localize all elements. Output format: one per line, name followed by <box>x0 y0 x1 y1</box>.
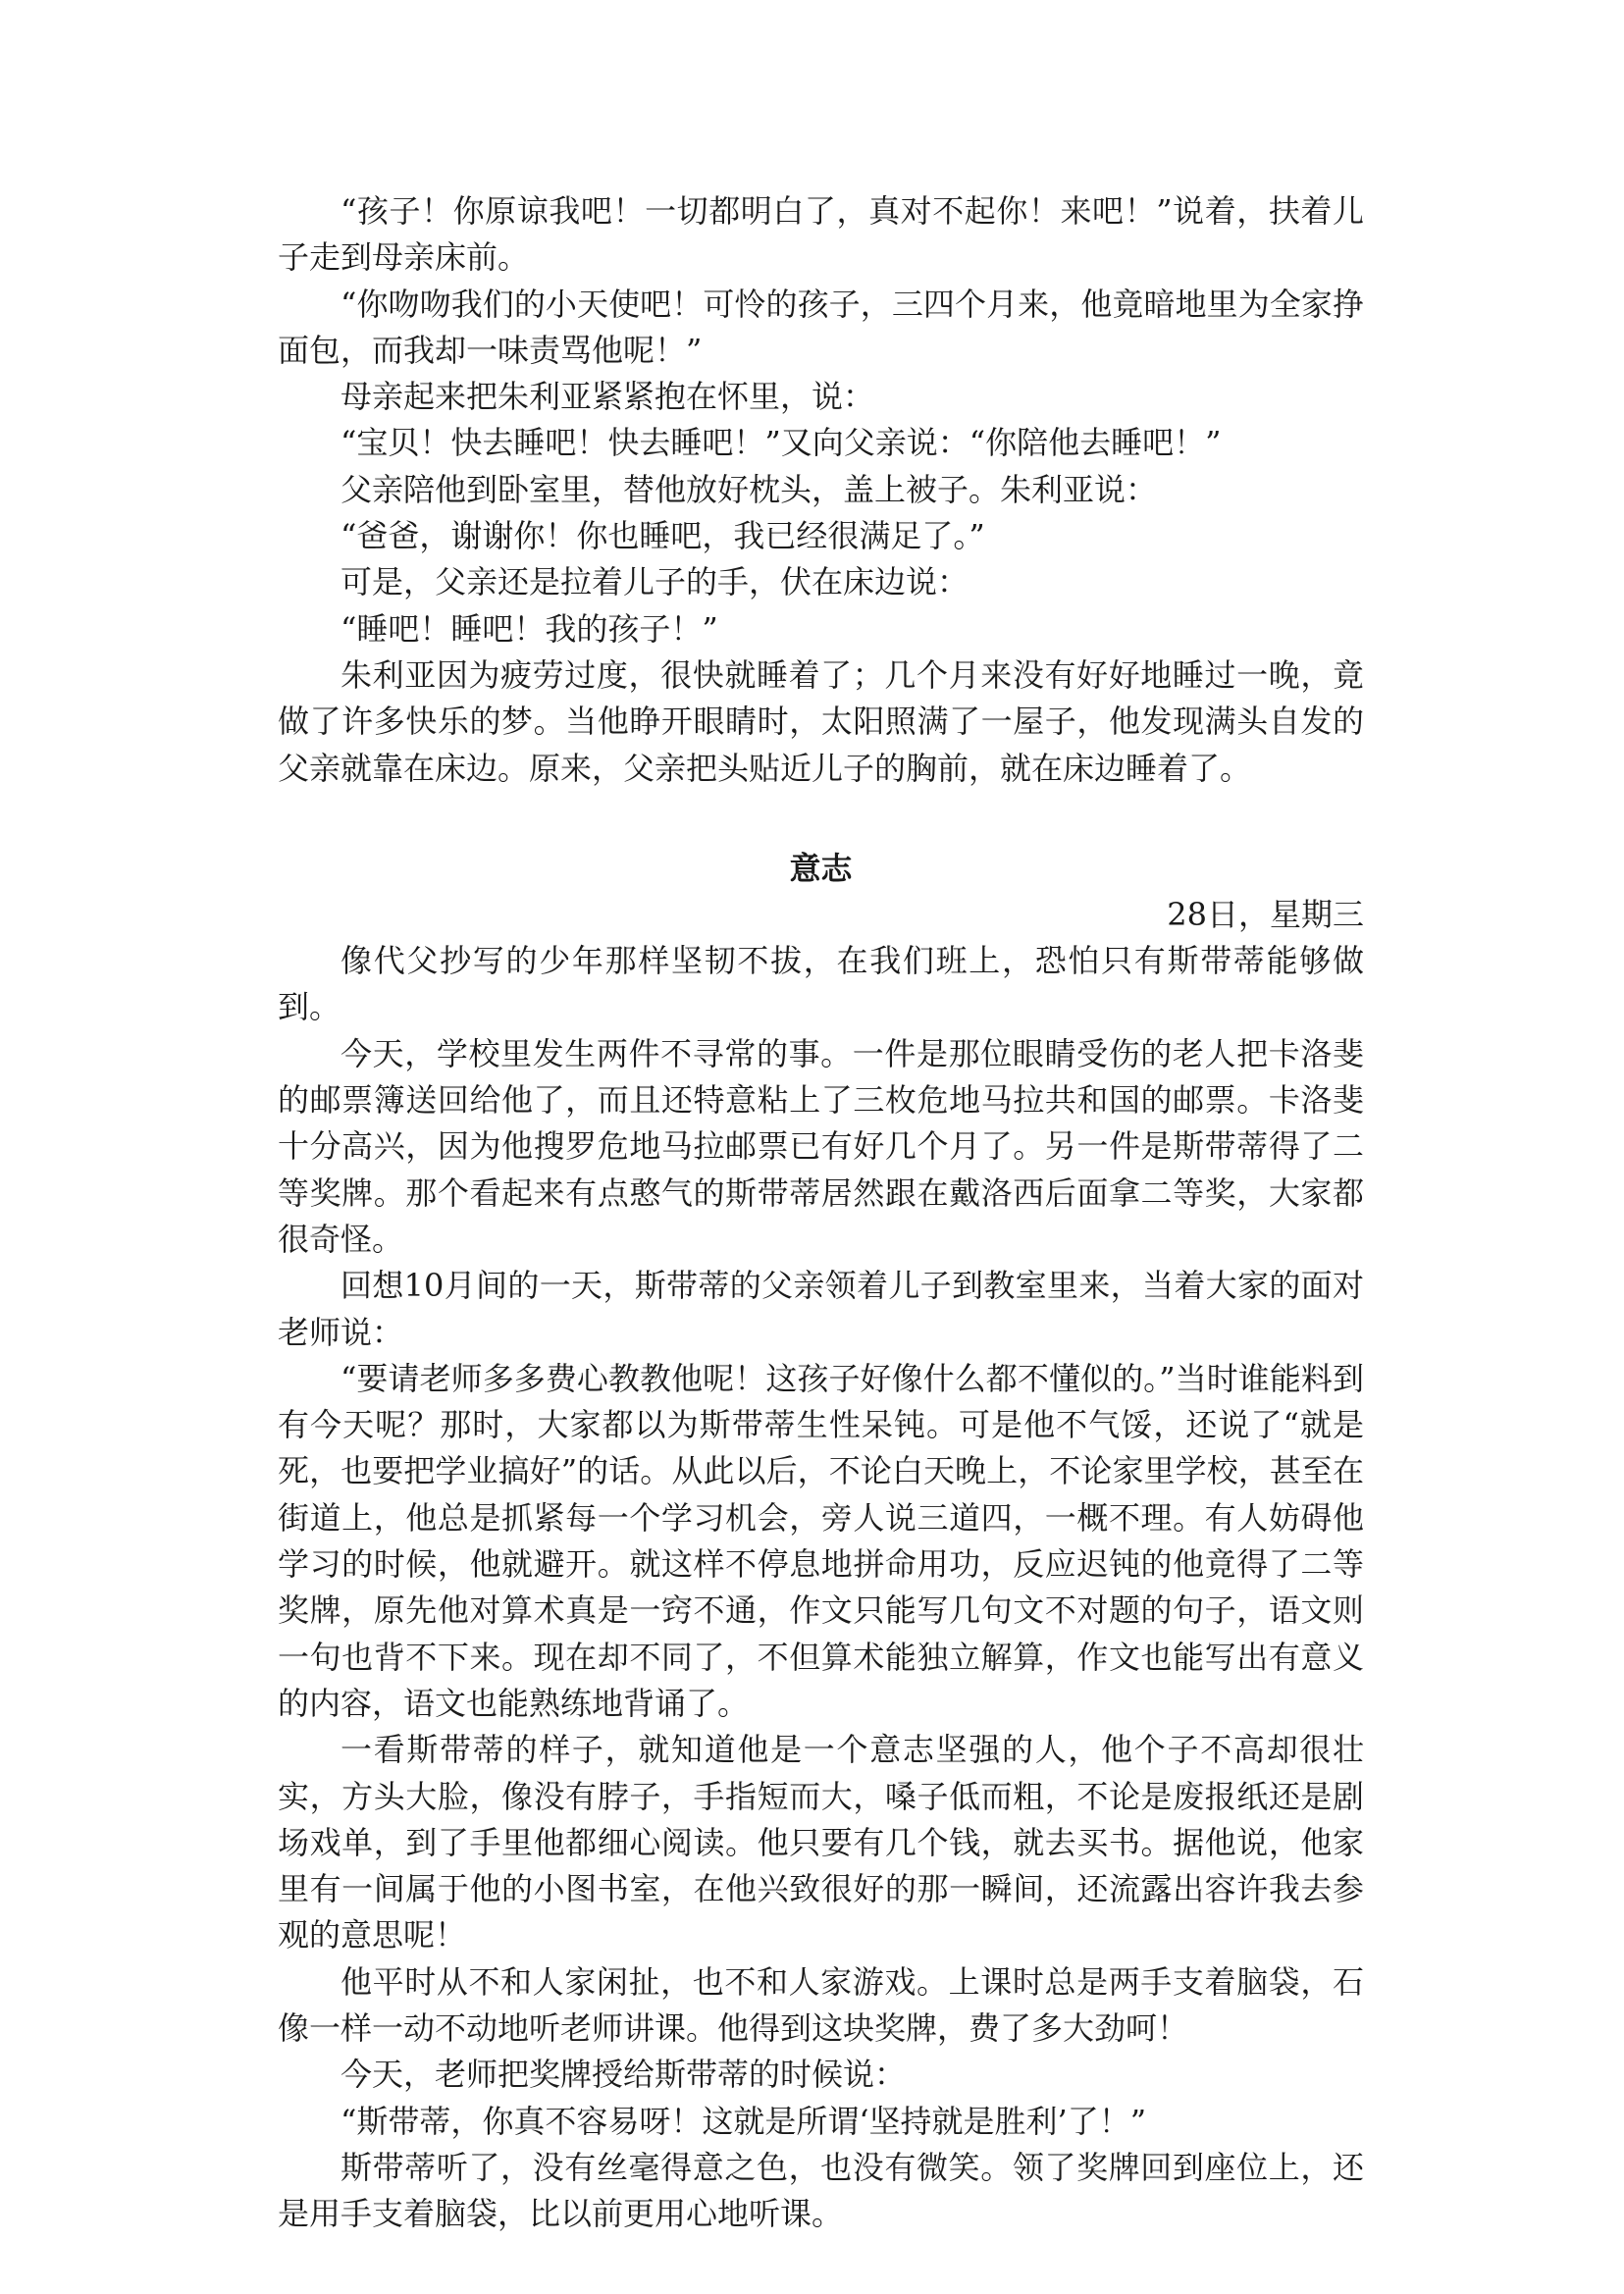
story2-paragraph: “斯带蒂，你真不容易呀！这就是所谓‘坚持就是胜利’了！” <box>341 2102 1147 2140</box>
story2-paragraph: 斯带蒂听了，没有丝毫得意之色，也没有微笑。领了奖牌回到座位上，还是用手支着脑袋，比以前更用心地听课。 <box>278 2148 1364 2233</box>
story1-paragraph: “睡吧！睡吧！我的孩子！” <box>341 609 718 648</box>
story1-paragraph: “你吻吻我们的小天使吧！可怜的孩子，三四个月来，他竟暗地里为全家挣面包，而我却一味责骂他呢！” <box>278 285 1364 369</box>
story2-paragraph: “要请老师多多费心教教他呢！这孩子好像什么都不懂似的。”当时谁能料到有今天呢？那时，大家都以为斯带蒂生性呆钝。可是他不气馁，还说了“就是死，也要把学业搞好”的话。从此以后，不论白天晚上，不论家里学校，甚至在街道上，他总是抓紧每一个学习机会，旁人说三道四，一概不理。有人妨碍他学习的时候，他就避开。就这样不停息地拼命用功，反应迟钝的他竟得了二等奖牌，原先他对算术真是一窍不通，作文只能写几句文不对题的句子，语文则一句也背不下来。现在却不同了，不但算术能独立解算，作文也能写出有意义的内容，语文也能熟练地背诵了。 <box>278 1359 1364 1722</box>
story1-paragraph: “孩子！你原谅我吧！一切都明白了，真对不起你！来吧！”说着，扶着儿子走到母亲床前。 <box>278 192 1364 277</box>
story1-paragraph: “爸爸，谢谢你！你也睡吧，我已经很满足了。” <box>341 517 985 555</box>
story2-paragraph: 他平时从不和人家闲扯，也不和人家游戏。上课时总是两手支着脑袋，石像一样一动不动地听老师讲课。他得到这块奖牌，费了多大劲呵！ <box>278 1962 1364 2047</box>
story1-paragraph: 父亲陪他到卧室里，替他放好枕头，盖上被子。朱利亚说： <box>341 470 1158 508</box>
story2-paragraph: 像代父抄写的少年那样坚韧不拔，在我们班上，恐怕只有斯带蒂能够做到。 <box>278 942 1364 1026</box>
page-body <box>278 188 1364 2237</box>
story2-paragraph: 回想10月间的一天，斯带蒂的父亲领着儿子到教室里来，当着大家的面对老师说： <box>278 1267 1364 1351</box>
story1-paragraph: 母亲起来把朱利亚紧紧抱在怀里，说： <box>341 378 875 416</box>
story1-paragraph: 朱利亚因为疲劳过度，很快就睡着了；几个月来没有好好地睡过一晚，竟做了许多快乐的梦。当他睁开眼睛时，太阳照满了一屋子，他发现满头自发的父亲就靠在床边。原来，父亲把头贴近儿子的胸前，就在床边睡着了。 <box>278 655 1364 787</box>
section-date: 28日，星期三 <box>1167 895 1364 933</box>
story2-paragraph: 今天，老师把奖牌授给斯带蒂的时候说： <box>341 2056 907 2094</box>
story2-paragraph: 一看斯带蒂的样子，就知道他是一个意志坚强的人，他个子不高却很壮实，方头大脸，像没有脖子，手指短而大，嗓子低而粗，不论是废报纸还是剧场戏单，到了手里他都细心阅读。他只要有几个钱，就去买书。据他说，他家里有一间属于他的小图书室，在他兴致很好的那一瞬间，还流露出容许我去参观的意思呢！ <box>278 1731 1364 1955</box>
story1-paragraph: 可是，父亲还是拉着儿子的手，伏在床边说： <box>341 563 969 601</box>
story2-paragraph: 今天，学校里发生两件不寻常的事。一件是那位眼睛受伤的老人把卡洛斐的邮票簿送回给他了，而且还特意粘上了三枚危地马拉共和国的邮票。卡洛斐十分高兴，因为他搜罗危地马拉邮票已有好几个月了。另一件是斯带蒂得了二等奖牌。那个看起来有点憨气的斯带蒂居然跟在戴洛西后面拿二等奖，大家都很奇怪。 <box>278 1034 1364 1258</box>
story1-paragraph: “宝贝！快去睡吧！快去睡吧！”又向父亲说：“你陪他去睡吧！” <box>341 424 1222 462</box>
section-title: 意志 <box>789 849 853 887</box>
